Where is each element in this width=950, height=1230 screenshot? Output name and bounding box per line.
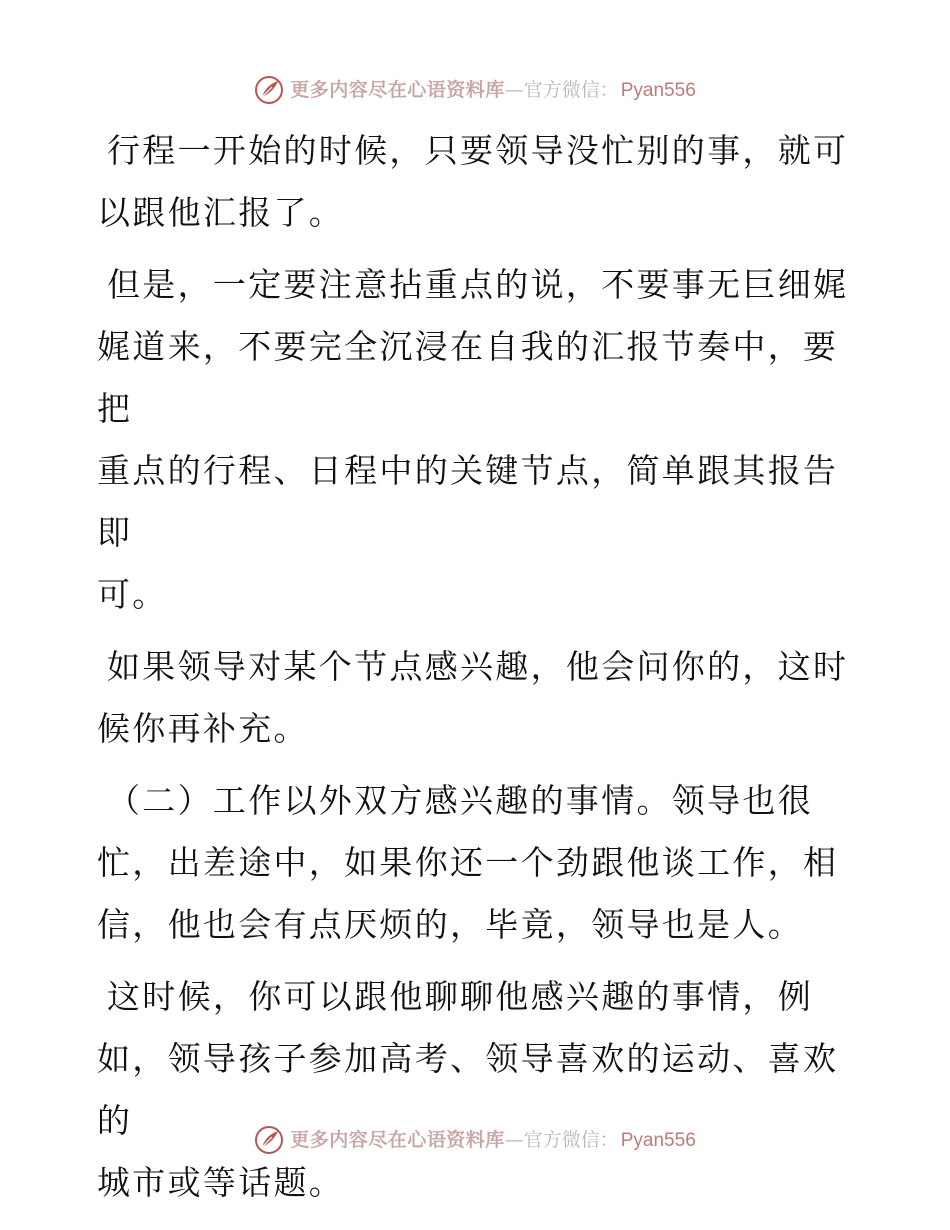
paragraph-line: 以跟他汇报了。 xyxy=(97,193,345,232)
paragraph-2 xyxy=(97,254,857,626)
header-watermark xyxy=(0,70,950,110)
watermark-main-text: 更多内容尽在心语资料库 xyxy=(290,78,505,101)
paragraph-4 xyxy=(97,770,857,956)
paragraph-line: 但是，一定要注意拈重点的说，不要事无巨细娓 xyxy=(107,265,849,304)
paragraph-5 xyxy=(97,966,857,1214)
paragraph-line: 重点的行程、日程中的关键节点，简单跟其报告即 xyxy=(97,451,839,552)
watermark-separator: — xyxy=(504,1128,524,1151)
paragraph-line: 行程一开始的时候，只要领导没忙别的事，就可 xyxy=(107,131,849,170)
paragraph-line: 这时候，你可以跟他聊聊他感兴趣的事情，例 xyxy=(107,977,813,1016)
paragraph-line: 城市或等话题。 xyxy=(97,1163,345,1202)
paragraph-line: 可。 xyxy=(97,575,168,614)
watermark-official-label: 官方微信： xyxy=(523,78,619,101)
watermark-separator: — xyxy=(504,78,524,101)
watermark-official-label: 官方微信： xyxy=(523,1128,619,1151)
paragraph-line: （二）工作以外双方感兴趣的事情。领导也很 xyxy=(107,781,813,820)
feather-pen-icon xyxy=(254,1125,284,1155)
paragraph-line: 如果领导对某个节点感兴趣，他会问你的，这时 xyxy=(107,647,849,686)
paragraph-line: 信，他也会有点厌烦的，毕竟，领导也是人。 xyxy=(97,905,803,944)
footer-watermark xyxy=(0,1120,950,1160)
document-body xyxy=(97,120,857,1224)
watermark-account-id: Pyan556 xyxy=(620,1129,696,1151)
paragraph-1 xyxy=(97,120,857,244)
feather-pen-icon xyxy=(254,75,284,105)
watermark-account-id: Pyan556 xyxy=(620,79,696,101)
paragraph-line: 候你再补充。 xyxy=(97,709,309,748)
paragraph-line: 忙，出差途中，如果你还一个劲跟他谈工作，相 xyxy=(97,843,839,882)
paragraph-3 xyxy=(97,636,857,760)
watermark-main-text: 更多内容尽在心语资料库 xyxy=(290,1128,505,1151)
paragraph-line: 如，领导孩子参加高考、领导喜欢的运动、喜欢的 xyxy=(97,1039,839,1140)
paragraph-line: 娓道来，不要完全沉浸在自我的汇报节奏中，要把 xyxy=(97,327,839,428)
